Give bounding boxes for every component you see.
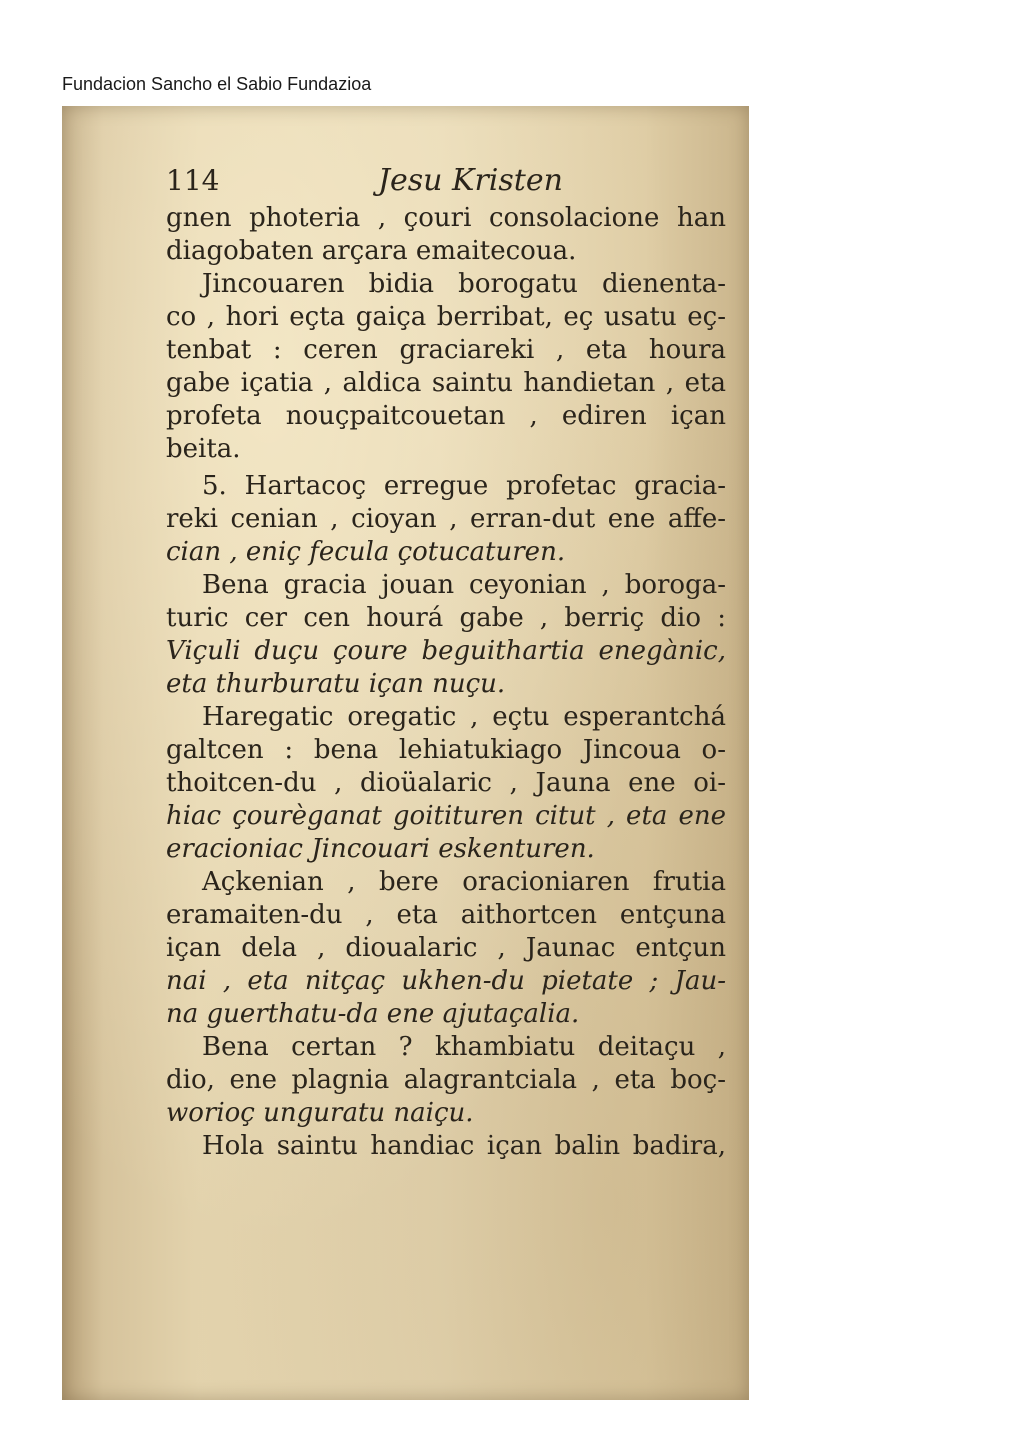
text-line: eramaiten-du , eta aithortcen entçuna xyxy=(166,900,726,930)
text-line: na guerthatu-da ene ajutaçalia. xyxy=(166,999,580,1029)
text-line: hiac çourèganat goitituren citut , eta ene xyxy=(166,801,726,831)
text-line: gabe içatia , aldica saintu handietan , eta xyxy=(166,368,726,398)
text-line: içan dela , dioualaric , Jaunac entçun xyxy=(166,933,726,963)
text-line: tenbat : ceren graciareki , eta houra xyxy=(166,335,726,365)
text-line: worioç unguratu naiçu. xyxy=(166,1098,474,1128)
text-line: beita. xyxy=(166,434,241,464)
archive-watermark: Fundacion Sancho el Sabio Fundazioa xyxy=(62,74,372,94)
text-line: nai , eta nitçaç ukhen-du pietate ; Jau- xyxy=(166,966,726,996)
page-text-block xyxy=(166,164,726,1163)
text-line: turic cer cen hourá gabe , berriç dio : xyxy=(166,603,726,633)
text-line: Bena certan ? khambiatu deitaçu , xyxy=(202,1032,726,1062)
text-line: galtcen : bena lehiatukiago Jincoua o- xyxy=(166,735,726,765)
text-line: 5. Hartacoç erregue profetac gracia- xyxy=(202,471,726,501)
running-head xyxy=(166,164,726,202)
text-line: diagobaten arçara emaitecoua. xyxy=(166,236,577,266)
page-number: 114 xyxy=(166,164,220,197)
text-line: cian , eniç fecula çotucaturen. xyxy=(166,537,566,567)
text-line: eta thurburatu içan nuçu. xyxy=(166,669,506,699)
text-line: Haregatic oregatic , eçtu esperantchá xyxy=(202,702,726,732)
text-line: Açkenian , bere oracioniaren frutia xyxy=(202,867,726,897)
text-line: thoitcen-du , dioüalaric , Jauna ene oi- xyxy=(166,768,726,798)
text-line: Bena gracia jouan ceyonian , boroga- xyxy=(202,570,726,600)
text-line: eracioniac Jincouari eskenturen. xyxy=(166,834,595,864)
text-line: profeta nouçpaitcouetan , ediren içan xyxy=(166,401,726,431)
text-line: Jincouaren bidia borogatu dienenta- xyxy=(202,269,726,299)
text-line: co , hori eçta gaiça berribat, eç usatu eç- xyxy=(166,302,726,332)
text-line: dio, ene plagnia alagrantciala , eta boç- xyxy=(166,1065,726,1095)
scanned-page xyxy=(62,106,749,1400)
running-title: Jesu Kristen xyxy=(378,163,563,198)
text-line: gnen photeria , çouri consolacione han xyxy=(166,203,726,233)
text-line: Viçuli duçu çoure beguithartia enegànic, xyxy=(166,636,726,666)
text-line: reki cenian , cioyan , erran-dut ene affe- xyxy=(166,504,726,534)
text-line: Hola saintu handiac içan balin badira, xyxy=(202,1131,726,1161)
